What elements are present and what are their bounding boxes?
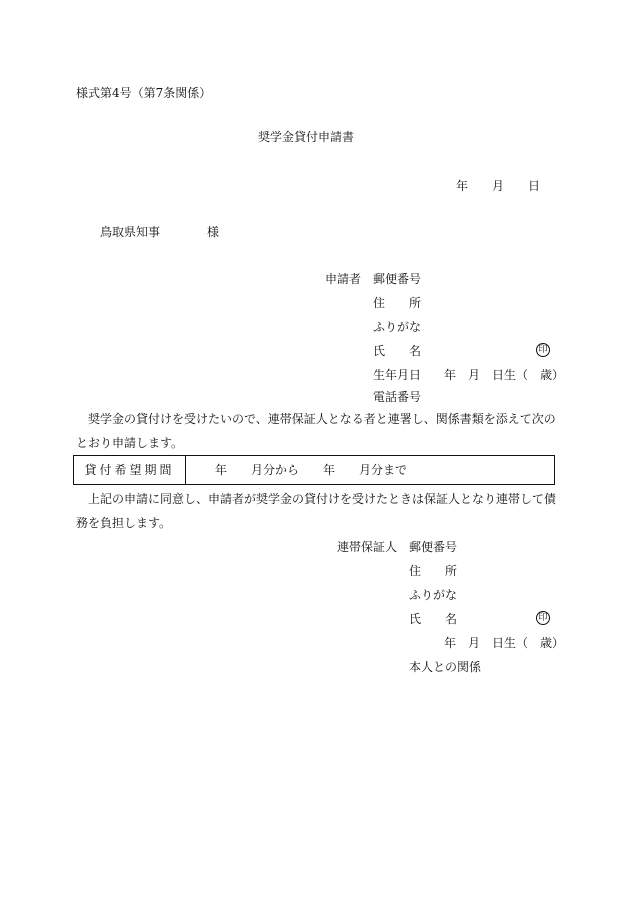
addressee-name: 鳥取県知事 (100, 225, 161, 239)
form-number: 様式第4号（第7条関係） (76, 86, 212, 100)
guarantor-name-label: 氏 名 (409, 612, 458, 626)
loan-period-box (73, 455, 555, 485)
applicant-birth-day-age: 日生（ 歳） (492, 368, 565, 382)
document-title: 奨学金貸付申請書 (258, 130, 355, 144)
applicant-phone-label: 電話番号 (373, 390, 422, 404)
guarantor-text-line-2: 務を負担します。 (76, 516, 172, 530)
guarantor-text-line-1: 上記の申請に同意し、申請者が奨学金の貸付けを受けたときは保証人となり連帯して債 (76, 492, 557, 506)
date-year: 年 (456, 179, 469, 193)
loan-period-value: 年 月分から 年 月分まで (215, 463, 408, 477)
applicant-furigana-label: ふりがな (373, 320, 422, 334)
applicant-birth-month: 月 (468, 368, 481, 382)
applicant-birth-year: 年 (444, 368, 457, 382)
applicant-postal-code-label: 郵便番号 (373, 272, 422, 286)
application-text-line-1: 奨学金の貸付けを受けたいので、連帯保証人となる者と連署し、関係書類を添えて次の (76, 412, 556, 426)
applicant-role: 申請者 (325, 272, 362, 286)
loan-period-label: 貸付希望期間 (74, 456, 186, 484)
guarantor-relationship-label: 本人との関係 (409, 660, 482, 674)
guarantor-postal-code-label: 郵便番号 (409, 540, 458, 554)
applicant-seal-mark: 印 (536, 343, 550, 357)
guarantor-address-label: 住 所 (409, 564, 458, 578)
date-month: 月 (492, 179, 505, 193)
guarantor-paragraph (76, 487, 557, 535)
guarantor-birth-year: 年 (444, 636, 457, 650)
guarantor-furigana-label: ふりがな (409, 588, 458, 602)
applicant-address-label: 住 所 (373, 296, 422, 310)
guarantor-seal-mark: 印 (536, 611, 550, 625)
guarantor-birth-month: 月 (468, 636, 481, 650)
addressee-honorific: 様 (207, 225, 220, 239)
applicant-name-label: 氏 名 (373, 344, 422, 358)
guarantor-birth-day-age: 日生（ 歳） (492, 636, 565, 650)
application-text-line-2: とおり申請します。 (76, 436, 184, 450)
applicant-birth-label: 生年月日 (373, 368, 422, 382)
application-paragraph (76, 407, 554, 455)
guarantor-role: 連帯保証人 (337, 540, 398, 554)
date-day: 日 (528, 179, 541, 193)
